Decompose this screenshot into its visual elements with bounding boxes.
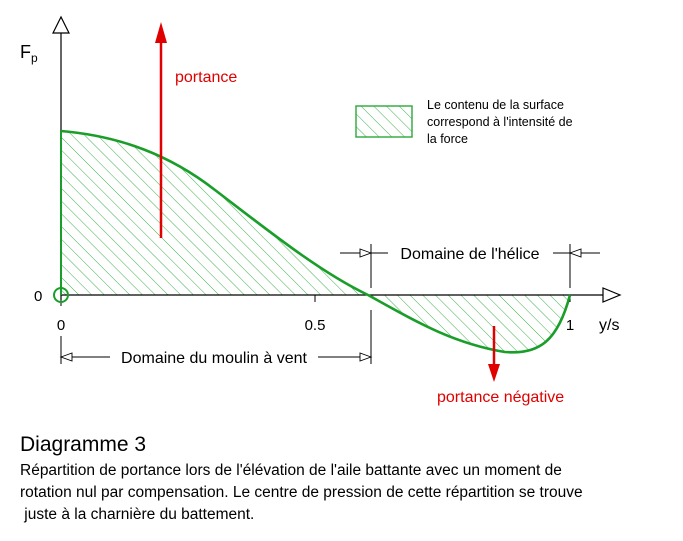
y-axis-label-sub: p — [31, 51, 38, 65]
legend-swatch — [356, 106, 412, 137]
helix-domain-label: Domaine de l'hélice — [400, 246, 540, 263]
diagram-caption — [20, 432, 670, 526]
origin-label: 0 — [34, 288, 43, 305]
y-axis-label-main: F — [20, 42, 31, 62]
caption-line-2: rotation nul par compensation. Le centre de pression de cette répartition se trouve — [20, 484, 583, 501]
legend-line-3: la force — [427, 132, 468, 146]
legend-line-2: correspond à l'intensité de — [427, 115, 573, 129]
lift-label: portance — [175, 69, 238, 86]
y-axis-label — [20, 42, 38, 65]
negative-lift-arrow-head — [488, 364, 500, 382]
windmill-domain-right-arrow — [360, 353, 371, 361]
caption-line-3: juste à la charnière du battement. — [20, 506, 255, 523]
x-tick-label-0: 0 — [56, 317, 66, 334]
caption-text — [20, 460, 670, 526]
x-axis-arrowhead — [603, 288, 620, 302]
windmill-domain-label: Domaine du moulin à vent — [121, 350, 307, 367]
x-axis-label: y/s — [599, 317, 620, 334]
lift-arrow-head — [155, 22, 167, 43]
x-tick-label-1: 1 — [565, 317, 575, 334]
helix-domain-right-arrow — [570, 249, 581, 257]
negative-lift-label: portance négative — [437, 389, 565, 406]
x-tick-label-0-5: 0.5 — [304, 317, 326, 334]
y-axis-arrowhead — [53, 17, 69, 33]
windmill-domain-left-arrow — [61, 353, 72, 361]
helix-domain-left-arrow — [360, 249, 371, 257]
caption-title: Diagramme 3 — [20, 433, 147, 456]
legend-line-1: Le contenu de la surface — [427, 98, 564, 112]
caption-line-1: Répartition de portance lors de l'élévation de l'aile battante avec un moment de — [20, 462, 562, 479]
